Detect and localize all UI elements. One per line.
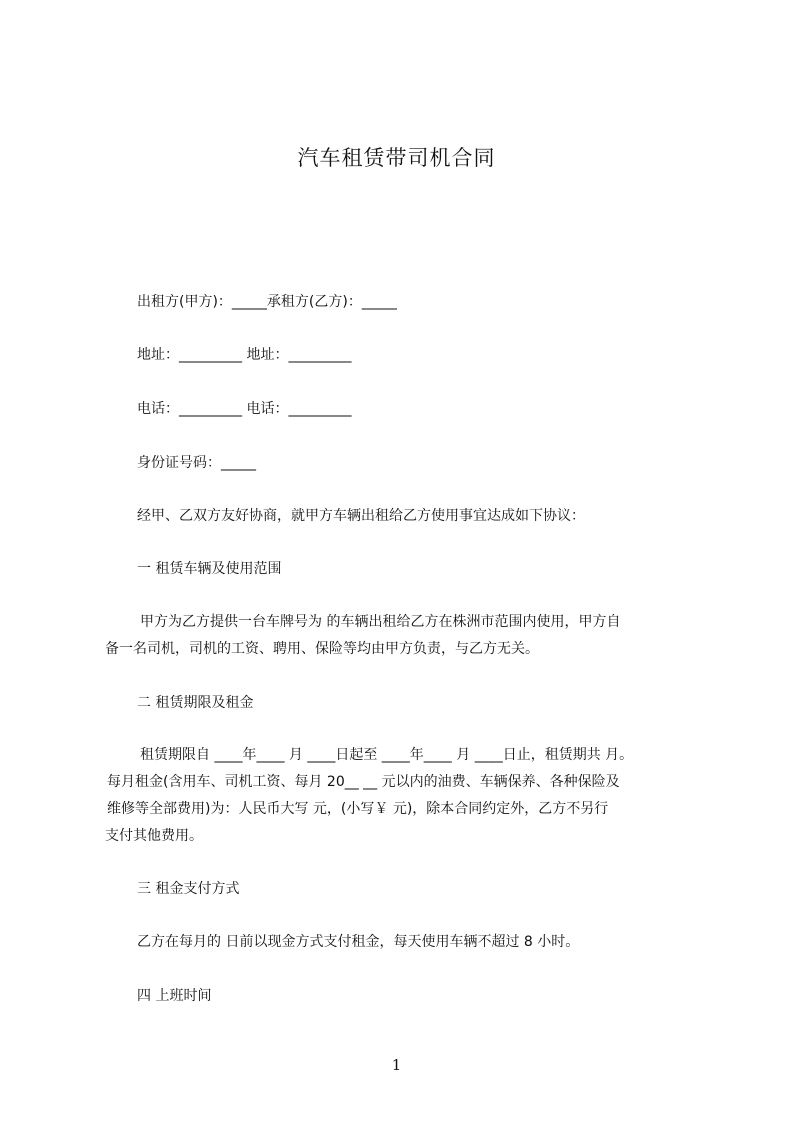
section-text-line: 维修等全部费用)为：人民币大写 元，(小写￥ 元)，除本合同约定外，乙方不另行 [107,801,609,817]
section-heading: 二 租赁期限及租金 [137,695,254,711]
section-text-line: 租赁期限自 ____年____ 月 ____日起至 ____年____ 月 ____日止，租赁期共 月。 [140,747,634,763]
section-heading: 四 上班时间 [137,988,212,1004]
intro-paragraph: 经甲、乙双方友好协商，就甲方车辆出租给乙方使用事宜达成如下协议： [137,508,585,524]
section-heading: 一 租赁车辆及使用范围 [137,561,282,577]
section-text-line: 乙方在每月的 日前以现金方式支付租金，每天使用车辆不超过 8 小时。 [137,934,580,950]
parties-line: 出租方(甲方)：_____承租方(乙方)：_____ [137,294,397,310]
address-line: 地址：_________ 地址：_________ [137,347,352,363]
section-text-line: 每月租金(含用车、司机工资、每月 20__ __ 元以内的油费、车辆保养、各种保险及 [107,774,620,790]
id-number-line: 身份证号码：_____ [137,455,256,471]
section-text-line: 支付其他费用。 [105,828,203,844]
section-text-line: 备一名司机，司机的工资、聘用、保险等均由甲方负责，与乙方无关。 [105,641,539,657]
phone-line: 电话：_________ 电话：_________ [137,401,352,417]
section-text-line: 甲方为乙方提供一台车牌号为 的车辆出租给乙方在株洲市范围内使用，甲方自 [140,614,621,630]
page-number: 1 [391,1056,402,1074]
section-heading: 三 租金支付方式 [137,881,240,897]
document-title: 汽车租赁带司机合同 [297,146,496,170]
